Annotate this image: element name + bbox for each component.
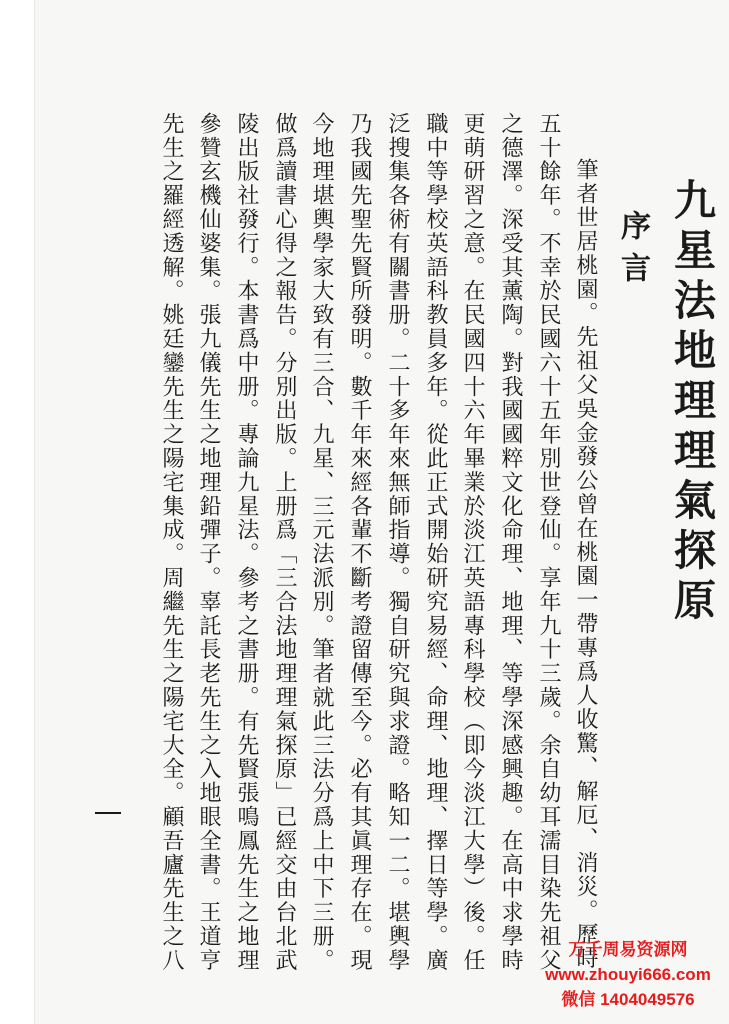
book-page <box>34 0 729 1024</box>
text-column-6: 泛搜集各術有關書册。二十多年來無師指導。獨自研究與求證。略知一二。堪輿學 <box>385 112 410 973</box>
book-title: 九星法地理理氣探原 <box>668 178 717 628</box>
text-column-10: 陵出版社發行。本書爲中册。專論九星法。參考之書册。有先賢張鳴鳳先生之地理 <box>234 112 259 973</box>
text-column-5: 職中等學校英語科教員多年。從此正式開始研究易經、命理、地理、擇日等學。廣 <box>423 112 448 973</box>
section-heading: 序言 <box>615 210 650 294</box>
page-number <box>95 800 121 826</box>
text-column-2: 五十餘年。不幸於民國六十五年別世登仙。享年九十三歲。余自幼耳濡目染先祖父 <box>536 112 561 973</box>
watermark-line-1: 万千周易资源网 <box>568 940 688 959</box>
text-column-8: 今地理堪輿學家大致有三合、九星、三元法派別。筆者就此三法分爲上中下三册。 <box>309 112 334 973</box>
page-number-mark <box>95 812 121 814</box>
text-column-12: 先生之羅經透解。姚廷鑾先生之陽宅集成。周繼先生之陽宅大全。顧吾廬先生之八 <box>159 112 184 973</box>
text-column-3: 之德澤。深受其薰陶。對我國國粹文化命理、地理、等學深感興趣。在高中求學時 <box>498 112 523 973</box>
watermark-line-2: www.zhouyi666.com <box>545 965 711 984</box>
text-column-11: 參贊玄機仙婆集。張九儀先生之地理鉛彈子。辜託長老先生之入地眼全書。王道亨 <box>196 112 221 973</box>
text-column-9: 做爲讀書心得之報告。分別出版。上册爲「三合法地理理氣探原」已經交由台北武 <box>272 112 297 973</box>
text-column-1: 筆者世居桃園。先祖父吳金發公曾在桃園一帶專爲人收驚、解厄、消災。歷時 <box>573 158 598 971</box>
text-column-7: 乃我國先聖先賢所發明。數千年來經各輩不斷考證留傳至今。必有其眞理存在。現 <box>347 112 372 973</box>
text-column-4: 更萌研習之意。在民國四十六年畢業於淡江英語專科學校（即今淡江大學）後。任 <box>460 112 485 973</box>
watermark <box>533 937 723 1012</box>
watermark-line-3: 微信 1404049576 <box>561 990 695 1009</box>
